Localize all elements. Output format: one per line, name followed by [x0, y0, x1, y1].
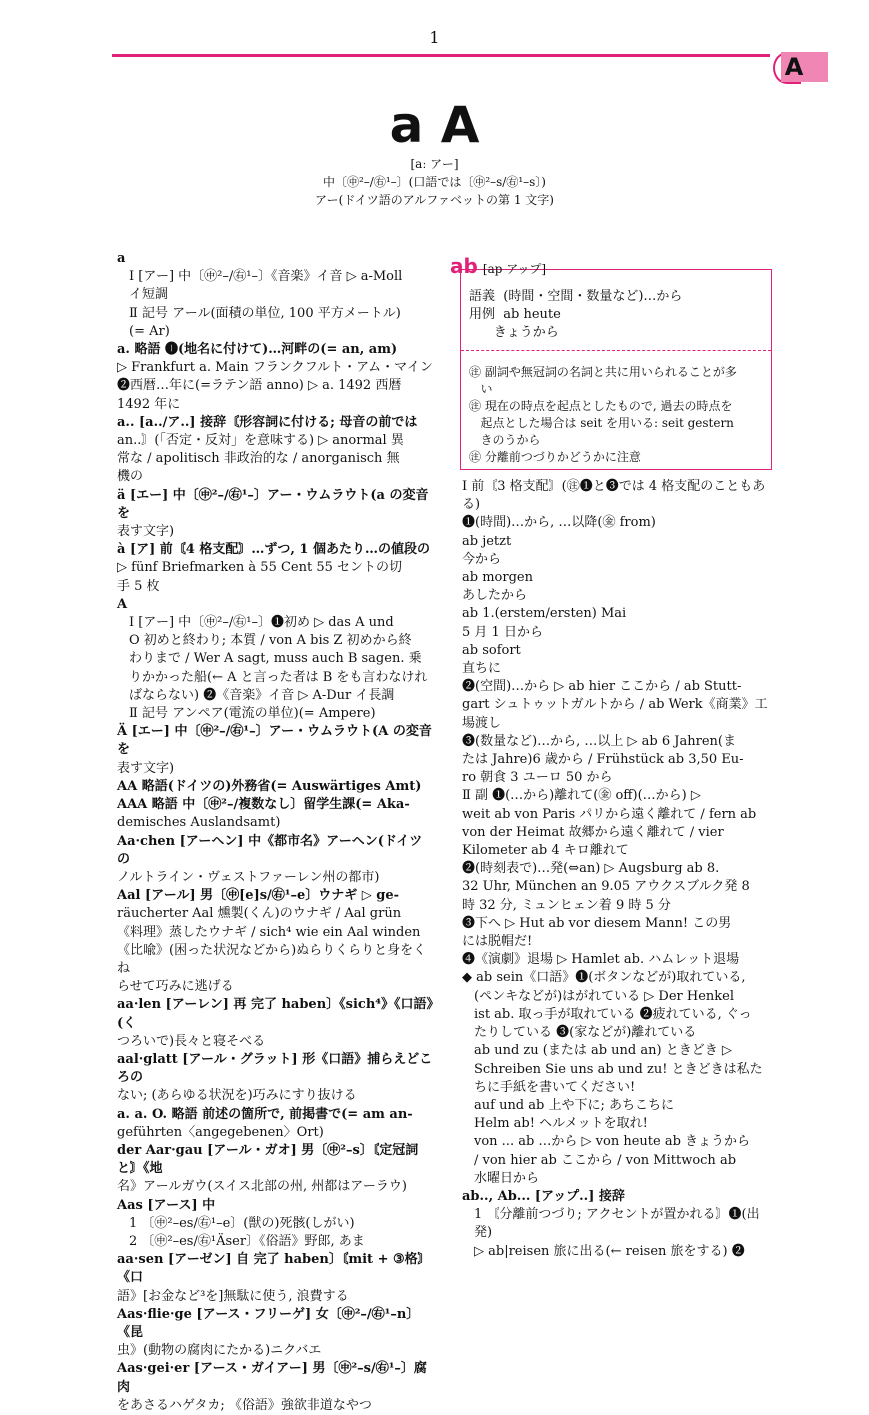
entry-line: ab und zu (または ab und an) ときどき ▷: [474, 1043, 732, 1059]
entry-line: a.. [a../ア..] 接辞〘形容詞に付ける; 母音の前では: [117, 414, 418, 430]
entry-line: Aa·chen [アーヘン] 中《都市名》アーヘン(ドイツの: [117, 833, 423, 867]
entry-line: 水曜日から: [474, 1170, 540, 1186]
entry-line: Ä [エー] 中〔㊥²–/㊨¹–〕アー・ウムラウト(A の変音を: [117, 724, 432, 758]
entry-line: イ短調: [129, 287, 169, 303]
entry-line: ❹《演劇》退場 ▷ Hamlet ab. ハムレット退場: [462, 952, 740, 968]
ab-box-line: きのうから: [469, 433, 541, 447]
entry-line: 32 Uhr, München an 9.05 アウクスブルク発 8: [462, 879, 750, 895]
entry-line: 機の: [117, 469, 144, 485]
entry-line: Kilometer ab 4 キロ離れて: [462, 843, 629, 859]
ab-box-line: 起点とした場合は seit を用いる: seit gestern: [469, 416, 734, 430]
page-number: 1: [429, 28, 440, 47]
entry-line: an..〙(「否定・反対」を意味する) ▷ anormal 異: [117, 433, 404, 449]
entry-line: ❷(時刻表で)…発(⇔an) ▷ Augsburg ab 8.: [462, 861, 720, 877]
entry-line: ab.., Ab... [アップ..] 接辞: [462, 1188, 625, 1204]
entry-line: a. 略語 ❶(地名に付けて)…河畔の(= an, am): [117, 342, 398, 358]
ab-box-line: 用例 ab heute: [469, 307, 561, 323]
entry-line: には脱帽だ!: [462, 934, 533, 950]
entry-line: geführten〈angegebenen〉Ort): [117, 1124, 324, 1140]
entry-line: / von hier ab ここから / von Mittwoch ab: [474, 1152, 737, 1168]
entry-line: AA 略語(ドイツの)外務省(= Auswärtiges Amt): [117, 778, 422, 794]
letter-header: [0, 95, 869, 209]
entry-line: räucherter Aal 燻製(くん)のウナギ / Aal grün: [117, 906, 402, 922]
entry-line: をあさるハゲタカ; 《俗語》強欲非道なやつ: [117, 1397, 372, 1413]
entry-line: 表す文字): [117, 760, 175, 776]
entry-line: ist ab. 取っ手が取れている ❷疲れている, ぐっ: [474, 1006, 752, 1022]
entry-line: (= Ar): [129, 323, 170, 339]
entry-line: à [ア] 前〘4 格支配〙…ずつ, 1 個あたり…の値段の: [117, 542, 430, 558]
entry-line: Aal [アール] 男〔㊥[e]s/㊨¹–e〕ウナギ ▷ ge-: [117, 888, 400, 904]
entry-line: ❷西暦…年に(=ラテン語 anno) ▷ a. 1492 西暦: [117, 378, 402, 394]
entry-line: 今から: [462, 551, 502, 567]
entry-line: Ⅱ 記号 アンペア(電流の単位)(= Ampere): [129, 706, 376, 722]
entry-line: ちに手紙を書いてください!: [474, 1079, 636, 1095]
entry-line: A: [117, 596, 128, 612]
ab-box-line: ㊟ 分離前つづりかどうかに注意: [469, 450, 641, 464]
entry-line: ❷(空間)…から ▷ ab hier ここから / ab Stutt-: [462, 679, 742, 695]
entry-line: Ⅰ [アー] 中〔㊥²–/㊨¹–〕《音楽》イ音 ▷ a-Moll: [129, 269, 403, 285]
entry-line: aa·len [アーレン] 再 完了 haben〕《sich⁴》《口語》(く: [117, 997, 433, 1031]
entry-line: つろいで)長々と寝そべる: [117, 1033, 266, 1049]
entry-line: ab 1.(erstem/ersten) Mai: [462, 606, 627, 622]
entry-line: ab jetzt: [462, 533, 512, 549]
ab-box-frame: [460, 269, 772, 470]
entry-line: 常な / apolitisch 非政治的な / anorganisch 無: [117, 451, 400, 467]
entry-line: von ... ab …から ▷ von heute ab きょうから: [474, 1134, 751, 1150]
entry-line: ばならない) ❷《音楽》イ音 ▷ A-Dur イ長調: [129, 687, 395, 703]
letter-title: a A: [389, 96, 480, 154]
ab-box-line: 語義 (時間・空間・数量など)…から: [469, 289, 683, 304]
ab-headword: ab: [450, 254, 478, 278]
entry-line: たりしている ❸(家などが)離れている: [474, 1025, 697, 1041]
entry-line: 1 〔㊥²–es/㊨¹–e〕(獣の)死骸(しがい): [129, 1215, 355, 1231]
entry-line: (ペンキなどが)はがれている ▷ Der Henkel: [474, 988, 735, 1004]
entry-line: 1 〘分離前つづり; アクセントが置かれる〙❶(出発): [474, 1207, 760, 1241]
ab-box-line: ㊟ 副詞や無冠詞の名詞と共に用いられることが多: [469, 365, 737, 379]
entry-line: Schreiben Sie uns ab und zu! ときどきは私た: [474, 1061, 763, 1077]
left-column: [117, 250, 435, 1415]
entry-line: 直ちに: [462, 661, 502, 677]
entry-line: Aas·gei·er [アース・ガイアー] 男〔㊥²–s/㊨¹–〕腐肉: [117, 1361, 427, 1395]
ab-box-line: ㊟ 現在の時点を起点としたもので, 過去の時点を: [469, 399, 733, 413]
entry-line: von der Heimat 故郷から遠く離れて / vier: [462, 824, 724, 840]
entry-line: 名》アールガウ(スイス北部の州, 州都はアーラウ): [117, 1179, 407, 1195]
entry-line: Helm ab! ヘルメットを取れ!: [474, 1116, 648, 1132]
ab-notes-section: [469, 364, 761, 466]
ab-box-line: きょうから: [469, 325, 559, 341]
entry-line: Ⅰ [アー] 中〔㊥²–/㊨¹–〕❶初め ▷ das A und: [129, 615, 394, 631]
entry-line: ❸下へ ▷ Hut ab vor diesem Mann! この男: [462, 915, 732, 931]
entry-line: 手 5 枚: [117, 578, 160, 594]
entry-line: ab sofort: [462, 642, 521, 658]
entry-line: ro 朝食 3 ユーロ 50 から: [462, 770, 613, 786]
entry-line: 《比喩》(困った状況などから)ぬらりくらりと身をくね: [117, 942, 427, 976]
entry-line: Ⅱ 副 ❶(…から)離れて(㊎ off)(…から) ▷: [462, 788, 701, 804]
right-column: [462, 478, 772, 1261]
entry-line: 場渡し: [462, 715, 502, 731]
ab-pronunciation: [ap アップ]: [482, 262, 547, 276]
entry-line: 《料理》蒸したウナギ / sich⁴ wie ein Aal winden: [117, 924, 421, 940]
entry-line: Aas [アース] 中: [117, 1197, 216, 1213]
entry-line: a: [117, 251, 126, 266]
entry-line: ❶(時間)…から, …以降(㊎ from): [462, 515, 656, 531]
entry-line: 虫》(動物の腐肉にたかる)ニクバエ: [117, 1343, 322, 1359]
entry-line: Ⅰ 前〘3 格支配〙(㊟❶と❸では 4 格支配のこともある): [462, 479, 766, 513]
entry-line: ▷ fünf Briefmarken à 55 Cent 55 セントの切: [117, 560, 403, 576]
ab-heading: [450, 254, 546, 278]
entry-line: 5 月 1 日から: [462, 624, 543, 640]
entry-line: demisches Auslandsamt): [117, 815, 281, 831]
ab-box-divider: [461, 350, 771, 351]
entry-line: der Aar·gau [アール・ガオ] 男〔㊥²–s〕〘定冠詞と〙《地: [117, 1142, 419, 1177]
thumb-index-tab: [773, 52, 828, 82]
entry-line: Aas·flie·ge [アース・フリーゲ] 女〔㊥²–/㊨¹–n〕《昆: [117, 1306, 420, 1340]
entry-line: ▷ ab|reisen 旅に出る(← reisen 旅をする) ❷: [474, 1243, 745, 1259]
entry-line: AAA 略語 中〔㊥²–/複数なし〕留学生課(= Aka-: [117, 797, 410, 813]
entry-line: ▷ Frankfurt a. Main フランクフルト・アム・マイン: [117, 360, 433, 376]
thumb-tab-letter: A: [784, 53, 804, 81]
entry-line: aal·glatt [アール・グラット] 形《口語》捕らえどころの: [117, 1051, 433, 1086]
entry-line: わりまで / Wer A sagt, muss auch B sagen. 乗: [129, 651, 422, 667]
entry-line: 語》[お金など³を]無駄に使う, 浪費する: [117, 1288, 349, 1304]
ab-box-line: い: [469, 382, 493, 396]
entry-line: 時 32 分, ミュンヒェン着 9 時 5 分: [462, 897, 671, 913]
entry-line: ない; (あらゆる状況を)巧みにすり抜ける: [117, 1088, 357, 1104]
entry-line: らせて巧みに逃げる: [117, 979, 234, 995]
entry-line: 1492 年に: [117, 396, 181, 412]
entry-line: ノルトライン・ヴェストファーレン州の都市): [117, 869, 380, 885]
header-rule: [112, 54, 770, 57]
entry-line: aa·sen [アーゼン] 自 完了 haben〕〘mit + ③格〙《口: [117, 1252, 431, 1286]
entry-line: O 初めと終わり; 本質 / von A bis Z 初めから終: [129, 633, 412, 649]
letter-pronunciation: [aː アー]: [410, 157, 459, 171]
entry-line: weit ab von Paris パリから遠く離れて / fern ab: [462, 806, 757, 822]
letter-description: アー(ドイツ語のアルファベットの第 1 文字): [315, 193, 554, 207]
entry-line: あしたから: [462, 588, 528, 604]
ab-entry-box: [450, 254, 770, 468]
entry-line: Ⅱ 記号 アール(面積の単位, 100 平方メートル): [129, 305, 401, 321]
entry-line: たは Jahre)6 歳から / Frühstück ab 3,50 Eu-: [462, 752, 744, 768]
entry-line: ❸(数量など)…から, …以上 ▷ ab 6 Jahren(ま: [462, 733, 736, 749]
entry-line: a. a. O. 略語 前述の箇所で, 前掲書で(= am an-: [117, 1106, 413, 1122]
entry-line: 2 〔㊥²–es/㊨¹Äser〕《俗語》野郎, あま: [129, 1233, 365, 1249]
entry-line: ä [エー] 中〔㊥²–/㊨¹–〕アー・ウムラウト(a の変音を: [117, 487, 429, 521]
entry-line: ab morgen: [462, 570, 533, 586]
entry-line: ◆ ab sein《口語》❶(ボタンなどが)取れている,: [462, 970, 746, 986]
ab-meaning-section: [469, 288, 761, 343]
entry-line: 表す文字): [117, 524, 175, 540]
entry-line: りかかった船(← A と言った者は B をも言わなけれ: [129, 669, 428, 685]
entry-line: auf und ab 上や下に; あちこちに: [474, 1097, 674, 1113]
letter-grammar: 中〔㊥²–/㊨¹–〕(口語では〔㊥²–s/㊨¹–s〕): [322, 175, 546, 189]
entry-line: gart シュトゥットガルトから / ab Werk《商業》工: [462, 697, 768, 713]
